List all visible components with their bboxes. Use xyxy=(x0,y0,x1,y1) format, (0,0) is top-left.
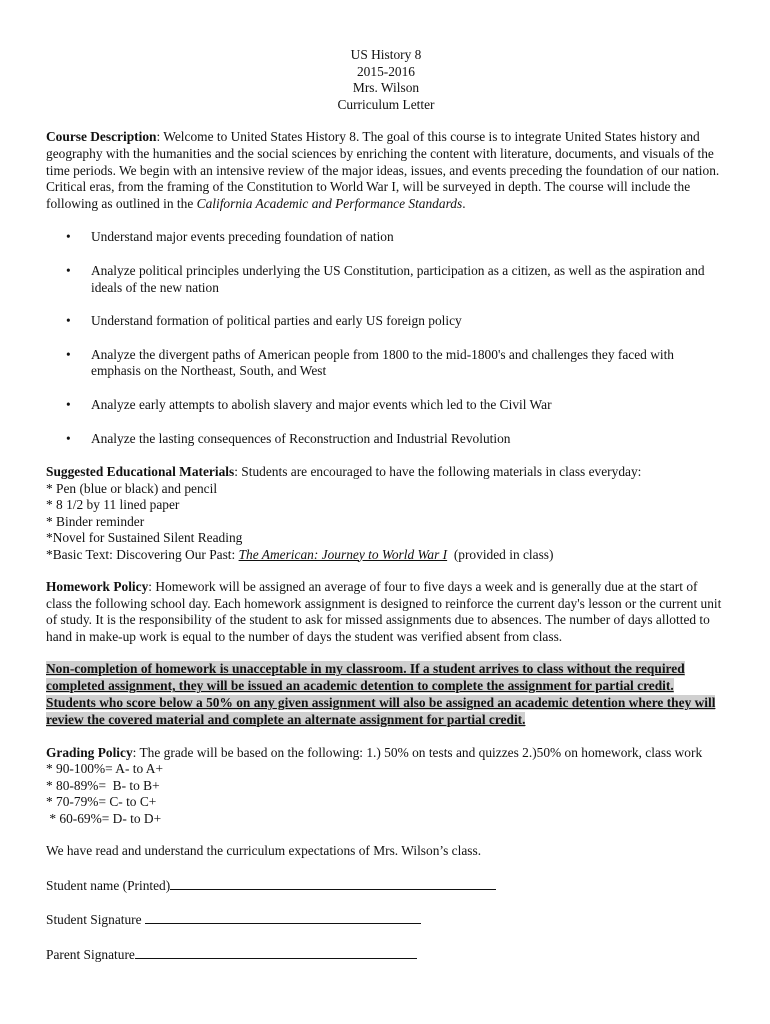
standards-title: California Academic and Performance Standards xyxy=(196,195,463,211)
course-description-label: Course Description xyxy=(46,129,157,145)
parent-signature-label: Parent Signature xyxy=(46,946,135,962)
grading-intro xyxy=(46,745,726,762)
basic-text-prefix: *Basic Text: Discovering Our Past: xyxy=(46,546,239,562)
bullet-icon: • xyxy=(66,396,71,412)
bullet-icon: • xyxy=(66,313,71,329)
objective-text: Analyze the lasting consequences of Reconstruction and Industrial Revolution xyxy=(91,430,511,446)
student-name-label: Student name (Printed) xyxy=(46,877,171,893)
list-item xyxy=(46,229,726,246)
school-year: 2015-2016 xyxy=(356,63,416,79)
materials-intro xyxy=(46,464,726,481)
homework-policy xyxy=(46,579,726,645)
objective-text: Analyze the divergent paths of American people from 1800 to the mid-1800's and challenges they faced with emphasis on the Northeast, South, and West xyxy=(91,346,674,379)
list-item: * Binder reminder xyxy=(46,513,145,529)
bullet-icon: • xyxy=(66,430,71,446)
parent-signature-line[interactable] xyxy=(135,946,417,959)
student-signature-label: Student Signature xyxy=(46,912,145,928)
homework-warning-text: Non-completion of homework is unacceptable in my classroom. If a student arrives to class without the required completed assignment, they will be issued an academic detention to complete the assignment for partial credit. Students who score below a 50% on any given assignment will also be assigned an academic detention where they will review the covered material and complete an alternate assignment for partial credit. xyxy=(46,661,716,727)
list-item xyxy=(46,397,726,414)
objective-text: Analyze early attempts to abolish slavery and major events which led to the Civil War xyxy=(91,396,552,412)
student-name-line[interactable] xyxy=(170,877,496,890)
materials-section xyxy=(46,464,726,563)
basic-text-suffix: (provided in class) xyxy=(447,546,554,562)
acknowledgement-statement: We have read and understand the curriculum expectations of Mrs. Wilson’s class. xyxy=(46,843,482,859)
homework-warning xyxy=(46,661,726,728)
document-title: Curriculum Letter xyxy=(337,96,435,112)
homework-text: : Homework will be assigned an average of four to five days a week and is generally due at the start of class the following school day. Each homework assignment is designed to reinforce the current day's lesson or the current unit of study. It is the responsibility of the student to ask for missed assignments due to absences. The number of days allotted to hand in make-up work is equal to the number of days the student was verified absent from class. xyxy=(46,579,722,644)
list-item xyxy=(46,547,726,564)
document-page xyxy=(46,47,726,964)
grading-intro-text: : The grade will be based on the following: 1.) 50% on tests and quizzes 2.)50% on homework, class work xyxy=(132,744,703,760)
student-name-field[interactable] xyxy=(46,877,726,895)
textbook-title: The American: Journey to World War I xyxy=(238,546,448,562)
document-header xyxy=(46,47,726,113)
list-item: * Pen (blue or black) and pencil xyxy=(46,480,218,496)
list-item xyxy=(46,347,726,380)
list-item xyxy=(46,431,726,448)
bullet-icon: • xyxy=(66,346,71,362)
materials-intro-text: : Students are encouraged to have the following materials in class everyday: xyxy=(234,464,642,480)
course-objectives-list xyxy=(46,229,726,447)
list-item: * 70-79%= C- to C+ xyxy=(46,794,157,810)
list-item: *Novel for Sustained Silent Reading xyxy=(46,530,243,546)
course-description-end: . xyxy=(462,195,466,211)
materials-label: Suggested Educational Materials xyxy=(46,464,235,480)
list-item xyxy=(46,313,726,330)
list-item: * 8 1/2 by 11 lined paper xyxy=(46,497,180,513)
course-description xyxy=(46,129,726,212)
bullet-icon: • xyxy=(66,262,71,278)
homework-label: Homework Policy xyxy=(46,579,149,595)
list-item: * 60-69%= D- to D+ xyxy=(46,810,162,826)
list-item: * 90-100%= A- to A+ xyxy=(46,761,164,777)
grading-policy xyxy=(46,745,726,828)
bullet-icon: • xyxy=(66,229,71,245)
grading-label: Grading Policy xyxy=(46,744,133,760)
course-title: US History 8 xyxy=(350,47,422,62)
course-description-text: : Welcome to United States History 8. The goal of this course is to integrate United States history and geography with the humanities and the social sciences by enriching the content with literature, documents, and visuals of the time periods. We begin with an intensive review of the major ideas, issues, and events preceding the foundation of our nation. Critical eras, from the framing of the Constitution to World War I, will be surveyed in depth. The course will include the following as outlined in the xyxy=(46,129,720,211)
list-item: * 80-89%= B- to B+ xyxy=(46,777,160,793)
student-signature-line[interactable] xyxy=(145,911,421,924)
student-signature-field[interactable] xyxy=(46,911,726,929)
objective-text: Understand major events preceding foundation of nation xyxy=(91,229,394,245)
teacher-name: Mrs. Wilson xyxy=(352,80,420,96)
parent-signature-field[interactable] xyxy=(46,946,726,964)
list-item xyxy=(46,263,726,296)
objective-text: Understand formation of political parties and early US foreign policy xyxy=(91,313,462,329)
objective-text: Analyze political principles underlying the US Constitution, participation as a citizen, as well as the aspiration and ideals of the new nation xyxy=(91,262,705,295)
